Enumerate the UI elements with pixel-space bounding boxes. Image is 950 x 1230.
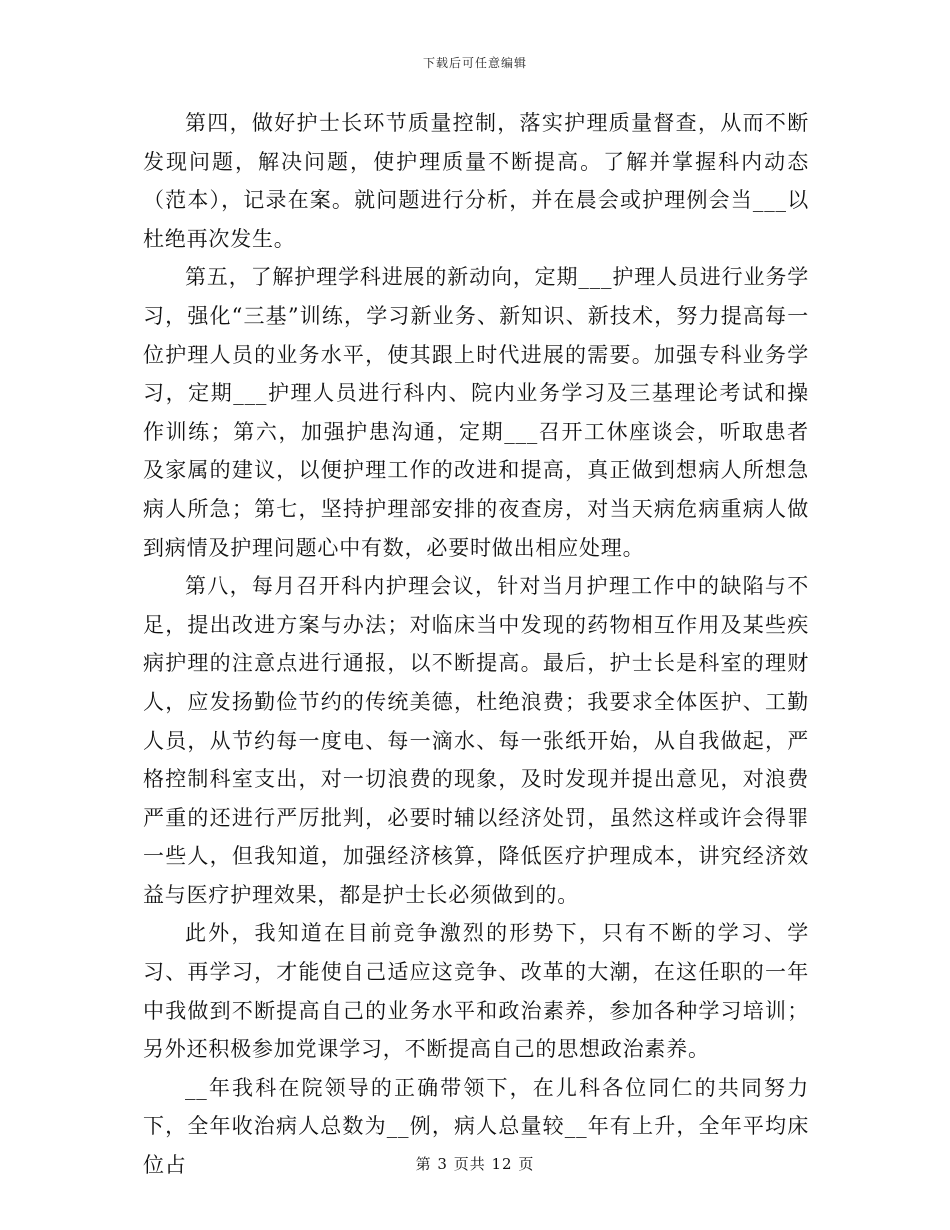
page-number: 第 3 页共 12 页 [415, 1155, 535, 1173]
paragraph-eighth-point: 第八，每月召开科内护理会议，针对当月护理工作中的缺陷与不足，提出改进方案与办法；对临床当中发现的药物相互作用及某些疾病护理的注意点进行通报，以不断提高。最后，护士长是科室的理财人，应发扬勤俭节约的传统美德，杜绝浪费；我要求全体医护、工勤人员，从节约每一度电、每一滴水、每一张纸开始，从自我做起，严格控制科室支出，对一切浪费的现象，及时发现并提出意见，对浪费严重的还进行严厉批判，必要时辅以经济处罚，虽然这样或许会得罪一些人，但我知道，加强经济核算，降低医疗护理成本，讲究经济效益与医疗护理效果，都是护士长必须做到的。 [143, 574, 809, 907]
page-header-note: 下载后可任意编辑 [422, 56, 527, 70]
paragraph-self-study: 此外，我知道在目前竞争激烈的形势下，只有不断的学习、学习、再学习，才能使自己适应这竞争、改革的大潮，在这任职的一年中我做到不断提高自己的业务水平和政治素养，参加各种学习培训；另外还积极参加党课学习，不断提高自己的思想政治素养。 [143, 921, 809, 1062]
paragraph-fourth-point: 第四，做好护士长环节质量控制，落实护理质量督查，从而不断发现问题，解决问题，使护理质量不断提高。了解并掌握科内动态（范本），记录在案。就问题进行分析，并在晨会或护理例会当___以杜绝再次发生。 [143, 111, 809, 251]
document-body [143, 104, 809, 1185]
paragraph-annual-summary: __年我科在院领导的正确带领下，在儿科各位同仁的共同努力下，全年收治病人总数为__例，病人总量较__年有上升，全年平均床位占 [143, 1075, 809, 1178]
paragraph-fifth-to-seventh-points: 第五，了解护理学科进展的新动向，定期___护理人员进行业务学习，强化“三基”训练，学习新业务、新知识、新技术，努力提高每一位护理人员的业务水平，使其跟上时代进展的需要。加强专科业务学习，定期___护理人员进行科内、院内业务学习及三基理论考试和操作训练；第六，加强护患沟通，定期___召开工休座谈会，听取患者及家属的建议，以便护理工作的改进和提高，真正做到想病人所想急病人所急；第七，坚持护理部安排的夜查房，对当天病危病重病人做到病情及护理问题心中有数，必要时做出相应处理。 [143, 265, 809, 560]
